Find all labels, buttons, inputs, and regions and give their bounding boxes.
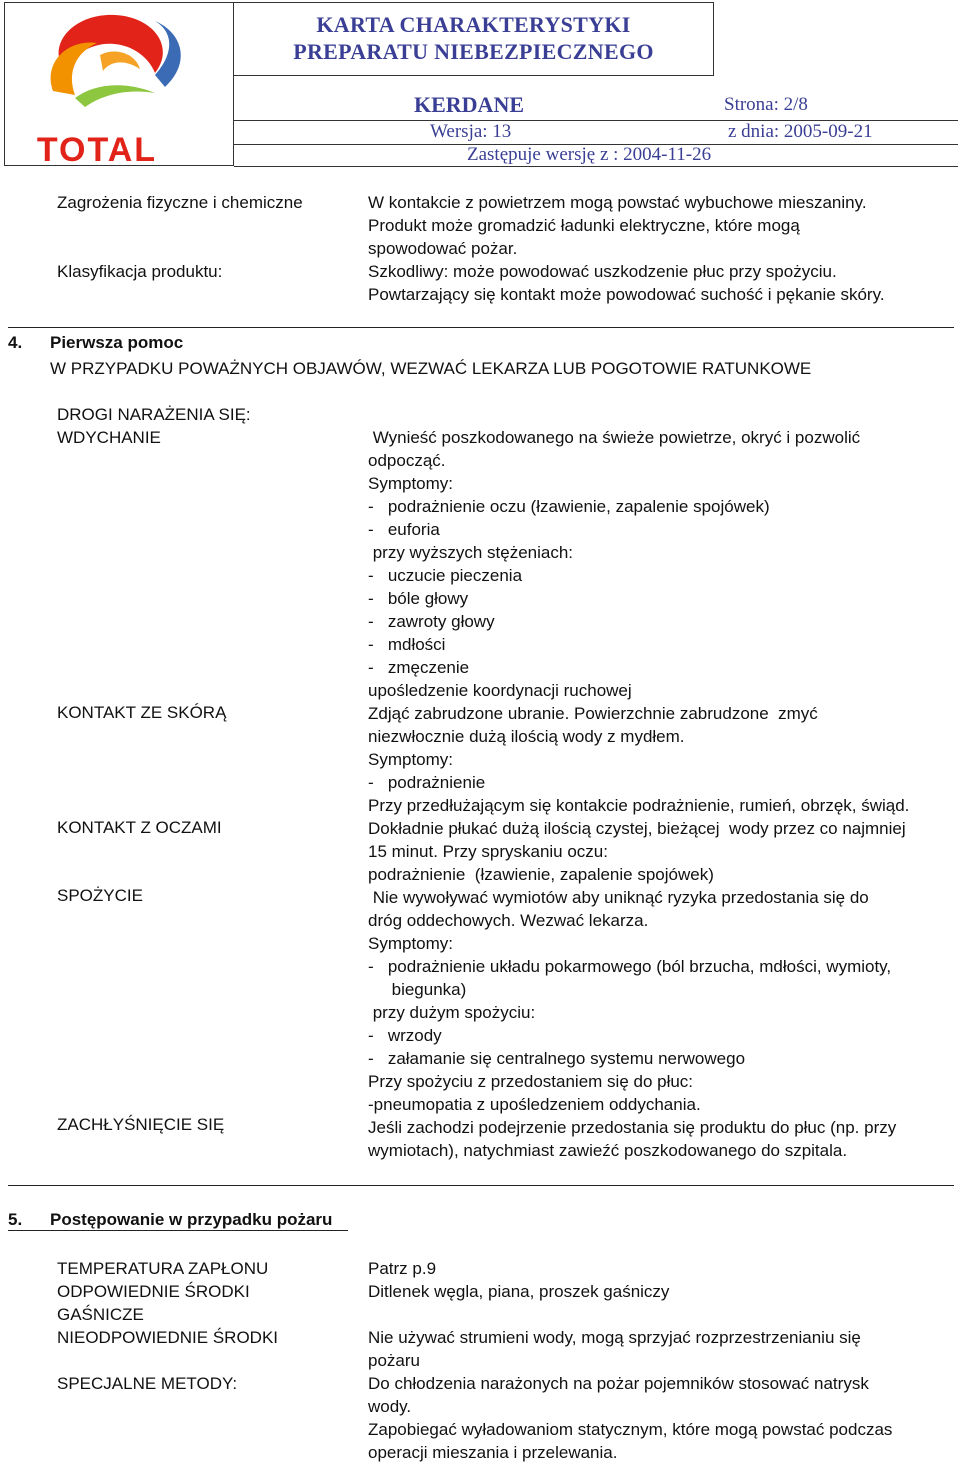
fire-label-special-methods: SPECJALNE METODY: xyxy=(57,1374,238,1393)
first-aid-line: przy wyższych stężeniach: xyxy=(368,543,574,562)
section-4-title: Pierwsza pomoc xyxy=(50,333,184,352)
fire-label-suitable-media: ODPOWIEDNIE ŚRODKI xyxy=(57,1282,250,1301)
version: Wersja: 13 xyxy=(430,121,512,142)
logo-cell xyxy=(4,2,234,166)
logo-text: TOTAL xyxy=(36,131,158,165)
hazard-text xyxy=(368,191,885,306)
version-date: z dnia: 2005-09-21 xyxy=(728,121,873,142)
fire-value-suitable-media: Ditlenek węgla, piana, proszek gaśniczy xyxy=(368,1282,670,1301)
fire-label-unsuitable-media: NIEODPOWIEDNIE ŚRODKI xyxy=(57,1328,279,1347)
first-aid-line: Symptomy: xyxy=(368,474,454,493)
skin-contact-label: KONTAKT ZE SKÓRĄ xyxy=(57,703,227,722)
hazard-label-classification: Klasyfikacja produktu: xyxy=(57,262,223,281)
fire-line: operacji mieszania i przelewania. xyxy=(368,1443,618,1462)
section-5-rule xyxy=(8,1185,954,1186)
fire-label-suitable-media-2: GAŚNICZE xyxy=(57,1305,144,1324)
title-line-2: PREPARATU NIEBEZPIECZNEGO xyxy=(293,39,654,64)
supersedes: Zastępuje wersję z : 2004-11-26 xyxy=(467,144,712,165)
first-aid-line: Symptomy: xyxy=(368,934,454,953)
first-aid-line: Dokładnie płukać dużą ilością czystej, bieżącej wody przez co najmniej xyxy=(368,819,906,838)
first-aid-line: - zawroty głowy xyxy=(368,612,495,631)
section-5-underline xyxy=(8,1230,348,1231)
inhalation-label: WDYCHANIE xyxy=(57,428,161,447)
first-aid-line: odpocząć. xyxy=(368,451,446,470)
ingestion-label: SPOŻYCIE xyxy=(57,886,143,905)
first-aid-line: niezwłocznie dużą ilością wody z mydłem. xyxy=(368,727,685,746)
first-aid-line: - wrzody xyxy=(368,1026,442,1045)
section-4-rule xyxy=(8,327,954,328)
first-aid-line: Jeśli zachodzi podejrzenie przedostania się produktu do płuc (np. przy xyxy=(368,1118,897,1137)
section-4-subtitle: W PRZYPADKU POWAŻNYCH OBJAWÓW, WEZWAĆ LEKARZA LUB POGOTOWIE RATUNKOWE xyxy=(50,359,812,378)
first-aid-line: - podrażnienie xyxy=(368,773,486,792)
hazard-label-physical: Zagrożenia fizyczne i chemiczne xyxy=(57,193,303,212)
first-aid-line: - załamanie się centralnego systemu nerwowego xyxy=(368,1049,746,1068)
first-aid-line: Przy spożyciu z przedostaniem się do płuc: xyxy=(368,1072,694,1091)
version-row xyxy=(234,120,958,145)
first-aid-line: - podrażnienie oczu (łzawienie, zapalenie spojówek) xyxy=(368,497,770,516)
document-title xyxy=(234,2,714,76)
hazard-line: W kontakcie z powietrzem mogą powstać wybuchowe mieszaniny. xyxy=(368,193,867,212)
first-aid-line: dróg oddechowych. Wezwać lekarza. xyxy=(368,911,649,930)
first-aid-line: - euforia xyxy=(368,520,440,539)
first-aid-line: - bóle głowy xyxy=(368,589,469,608)
first-aid-line: upośledzenie koordynacji ruchowej xyxy=(368,681,632,700)
first-aid-line: Nie wywoływać wymiotów aby uniknąć ryzyka przedostania się do xyxy=(368,888,869,907)
first-aid-line: Przy przedłużającym się kontakcie podrażnienie, rumień, obrzęk, świąd. xyxy=(368,796,910,815)
first-aid-line: Wynieść poszkodowanego na świeże powietrze, okryć i pozwolić xyxy=(368,428,861,447)
first-aid-line: wymiotach), natychmiast zawieźć poszkodowanego do szpitala. xyxy=(368,1141,848,1160)
first-aid-line: - podrażnienie układu pokarmowego (ból brzucha, mdłości, wymioty, xyxy=(368,957,892,976)
hazard-line: Powtarzający się kontakt może powodować suchość i pękanie skóry. xyxy=(368,285,885,304)
first-aid-text xyxy=(368,426,909,1162)
first-aid-line: podrażnienie (łzawienie, zapalenie spojówek) xyxy=(368,865,714,884)
page-number: Strona: 2/8 xyxy=(724,94,808,115)
section-4-number: 4. xyxy=(8,333,23,352)
fire-line: Do chłodzenia narażonych na pożar pojemników stosować natrysk xyxy=(368,1374,869,1393)
first-aid-line: 15 minut. Przy spryskaniu oczu: xyxy=(368,842,608,861)
hazard-line: Szkodliwy: może powodować uszkodzenie płuc przy spożyciu. xyxy=(368,262,837,281)
section-5-title: Postępowanie w przypadku pożaru xyxy=(50,1210,333,1229)
first-aid-line: Symptomy: xyxy=(368,750,454,769)
hazard-line: spowodować pożar. xyxy=(368,239,518,258)
total-logo xyxy=(5,3,233,165)
title-line-1: KARTA CHARAKTERYSTYKI xyxy=(316,12,631,37)
first-aid-line: -pneumopatia z upośledzeniem oddychania. xyxy=(368,1095,701,1114)
fire-line: Nie używać strumieni wody, mogą sprzyjać rozprzestrzenianiu się xyxy=(368,1328,861,1347)
fire-line: Zapobiegać wyładowaniom statycznym, które mogą powstać podczas xyxy=(368,1420,893,1439)
supersedes-row xyxy=(234,144,958,167)
fire-line: wody. xyxy=(368,1397,412,1416)
first-aid-line: - mdłości xyxy=(368,635,446,654)
fire-value-flash-point: Patrz p.9 xyxy=(368,1259,437,1278)
fire-value-unsuitable-media xyxy=(368,1326,892,1464)
fire-label-flash-point: TEMPERATURA ZAPŁONU xyxy=(57,1259,269,1278)
first-aid-line: - uczucie pieczenia xyxy=(368,566,523,585)
product-name: KERDANE xyxy=(414,92,525,117)
first-aid-line: przy dużym spożyciu: xyxy=(368,1003,536,1022)
eye-contact-label: KONTAKT Z OCZAMI xyxy=(57,818,222,837)
fire-line: pożaru xyxy=(368,1351,420,1370)
first-aid-line: - zmęczenie xyxy=(368,658,470,677)
aspiration-label: ZACHŁYŚNIĘCIE SIĘ xyxy=(57,1115,225,1134)
hazard-line: Produkt może gromadzić ładunki elektryczne, które mogą xyxy=(368,216,800,235)
first-aid-line: Zdjąć zabrudzone ubranie. Powierzchnie zabrudzone zmyć xyxy=(368,704,818,723)
product-row xyxy=(234,90,958,121)
routes-label: DROGI NARAŻENIA SIĘ: xyxy=(57,405,251,424)
section-5-number: 5. xyxy=(8,1210,23,1229)
first-aid-line: biegunka) xyxy=(368,980,467,999)
